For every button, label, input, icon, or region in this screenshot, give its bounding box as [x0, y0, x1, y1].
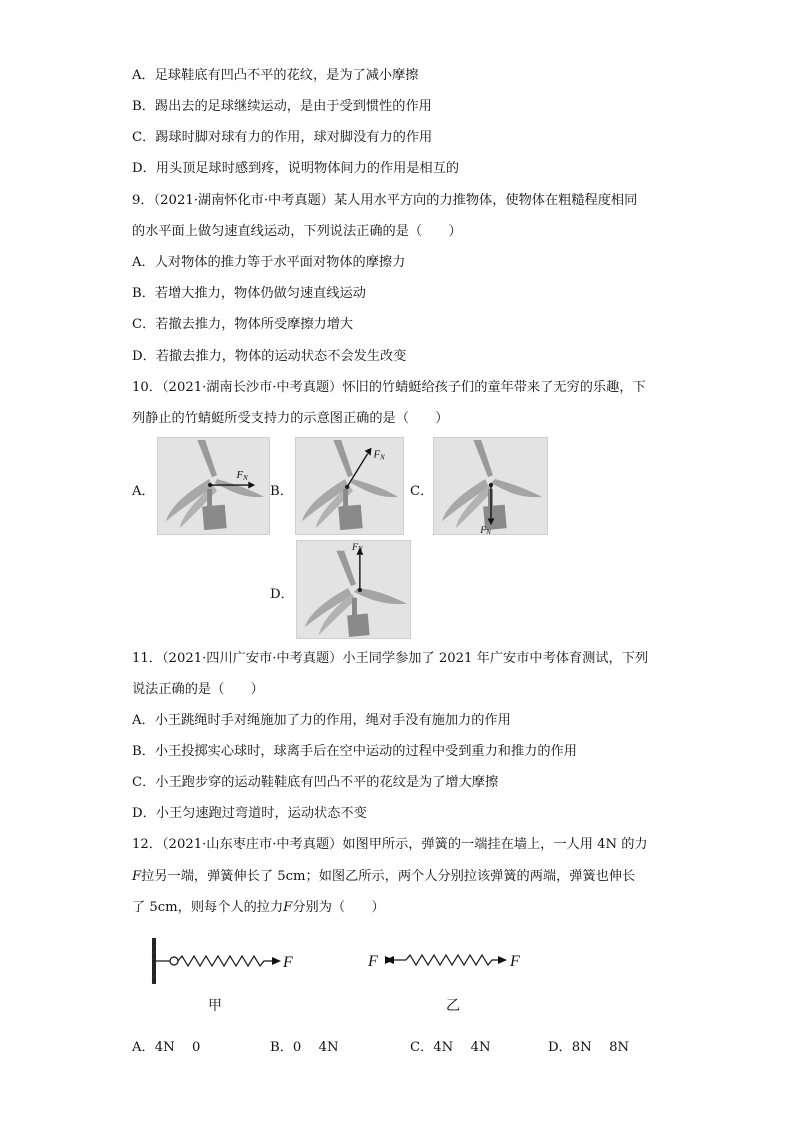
- q8-option-d: D．用头顶足球时感到疼，说明物体间力的作用是相互的: [132, 161, 460, 176]
- q12-stem-line3: [132, 899, 385, 917]
- q10-label-a: A．: [132, 484, 155, 499]
- q11-option-d: D．小王匀速跑过弯道时，运动状态不变: [132, 806, 367, 821]
- q10-figure-c: [433, 437, 548, 535]
- q9-option-c: C．若撤去推力，物体所受摩擦力增大: [132, 317, 354, 332]
- q9-stem-line1: 9．（2021·湖南怀化市·中考真题）某人用水平方向的力推物体，使物体在粗糙程度相同: [132, 193, 638, 208]
- q10-d-force-label: FN: [352, 541, 363, 553]
- q12-figure-jia-caption: 甲: [208, 998, 222, 1014]
- q12-force-symbol-2: F: [283, 900, 293, 915]
- q11-option-c: C．小王跑步穿的运动鞋鞋底有凹凸不平的花纹是为了增大摩擦: [132, 775, 499, 790]
- q8-option-a: A．足球鞋底有凹凸不平的花纹，是为了减小摩擦: [132, 68, 419, 83]
- q12-stem-line3-text-b: 分别为（ ）: [292, 900, 385, 915]
- q10-stem-line2: 列静止的竹蜻蜓所受支持力的示意图正确的是（ ）: [132, 411, 449, 426]
- q12-figure-yi: [366, 942, 532, 978]
- q11-stem-line1: 11．（2021·四川广安市·中考真题）小王同学参加了 2021 年广安市中考体育测试，下列: [132, 651, 649, 666]
- q10-label-c: C．: [410, 484, 434, 499]
- q10-b-force-label: FN: [373, 448, 385, 462]
- q10-figure-d: [296, 540, 411, 639]
- q12-stem-line3-text-a: 了 5cm，则每个人的拉力: [132, 900, 284, 915]
- q12-option-a: A．4N 0: [132, 1040, 201, 1055]
- q12-yi-force-label-right: F: [510, 953, 520, 970]
- q12-stem-line2: [132, 868, 635, 886]
- spring-jia: [178, 956, 272, 966]
- q10-figure-b: [295, 437, 404, 535]
- q12-option-d: D．8N 8N: [548, 1040, 629, 1055]
- q10-stem-line1: 10．（2021·湖南长沙市·中考真题）怀旧的竹蜻蜓给孩子们的童年带来了无穷的乐趣，下: [132, 380, 646, 395]
- q10-label-d: D．: [270, 587, 294, 602]
- q9-stem-line2: 的水平面上做匀速直线运动，下列说法正确的是（ ）: [132, 224, 462, 239]
- q10-label-b: B．: [270, 484, 293, 499]
- q10-c-force-label: FN: [480, 525, 491, 534]
- q12-force-symbol: F: [132, 869, 142, 884]
- q10-a-force-label: FN: [236, 469, 248, 483]
- q12-figure-jia: [148, 936, 308, 986]
- q12-yi-force-label-left: F: [368, 953, 378, 970]
- q11-option-a: A．小王跳绳时手对绳施加了力的作用，绳对手没有施加力的作用: [132, 713, 511, 728]
- q9-option-b: B．若增大推力，物体仍做匀速直线运动: [132, 286, 366, 301]
- q9-option-a: A．人对物体的推力等于水平面对物体的摩擦力: [132, 255, 406, 270]
- spring-yi: [406, 955, 498, 965]
- q10-figure-a: [157, 437, 270, 535]
- q11-option-b: B．小王投掷实心球时，球离手后在空中运动的过程中受到重力和推力的作用: [132, 744, 577, 759]
- q12-option-c: C．4N 4N: [410, 1040, 491, 1055]
- q8-option-c: C．踢球时脚对球有力的作用，球对脚没有力的作用: [132, 130, 433, 145]
- q9-option-d: D．若撤去推力，物体的运动状态不会发生改变: [132, 349, 407, 364]
- q12-stem-line2-text: 拉另一端，弹簧伸长了 5cm；如图乙所示，两个人分别拉该弹簧的两端，弹簧也伸长: [141, 869, 636, 884]
- q12-jia-force-label: F: [283, 954, 293, 971]
- q11-stem-line2: 说法正确的是（ ）: [132, 682, 264, 697]
- q12-figure-yi-caption: 乙: [446, 998, 460, 1014]
- q12-option-b: B．0 4N: [270, 1040, 339, 1055]
- q12-stem-line1: 12．（2021·山东枣庄市·中考真题）如图甲所示，弹簧的一端挂在墙上，一人用 4N 的力: [132, 837, 648, 852]
- q8-option-b: B．踢出去的足球继续运动，是由于受到惯性的作用: [132, 99, 432, 114]
